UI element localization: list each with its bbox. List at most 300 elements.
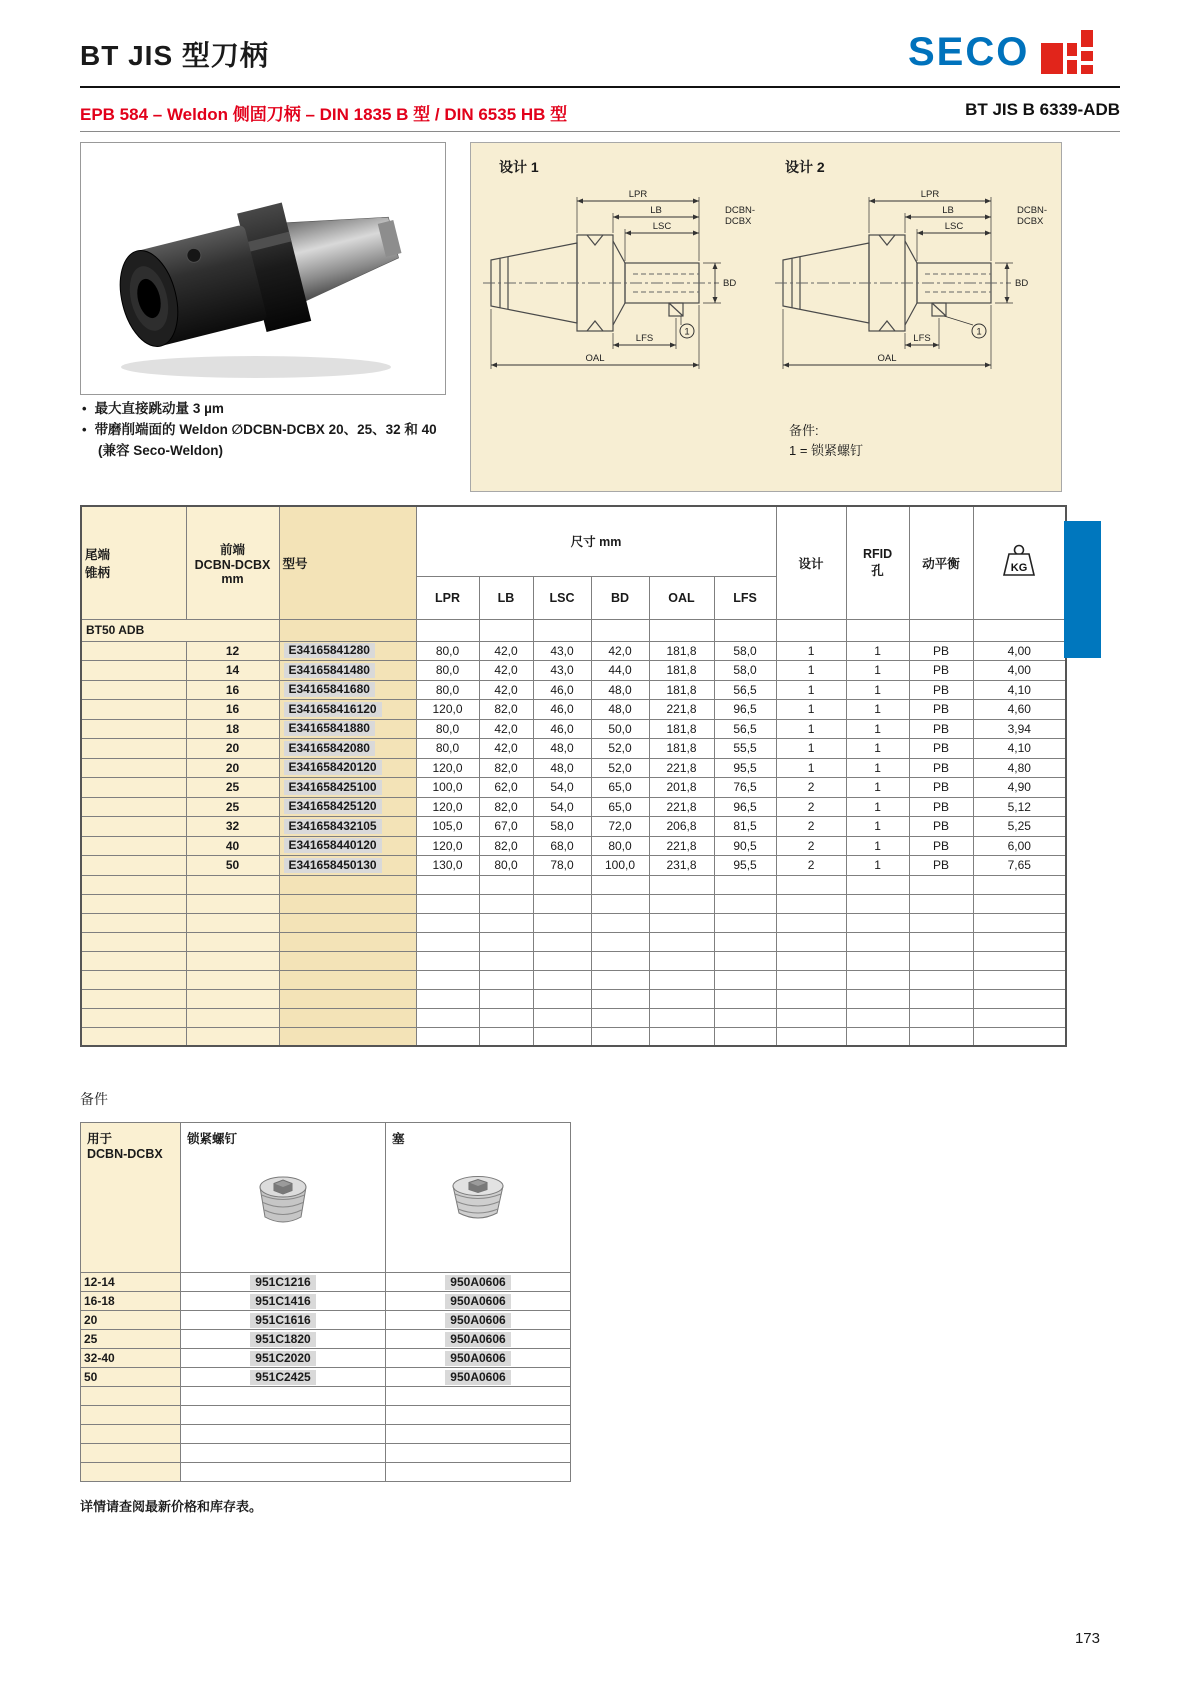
for-size-cell: 32-40 [81,1349,181,1368]
empty-row [81,1425,571,1444]
label: 锁紧螺钉 [187,1132,238,1146]
order-number: E341658432105 [284,819,382,834]
label: 前端 [219,542,245,557]
dim-cell: 181,8 [649,661,714,681]
balance-cell: PB [909,758,973,778]
empty-cell [714,970,776,989]
svg-text:DCBN-: DCBN- [725,205,756,216]
empty-cell [909,875,973,894]
col-header-front-diameter [186,506,279,619]
plug-number-cell [386,1292,571,1311]
front-size-cell [186,989,279,1008]
model-cell [279,661,416,681]
empty-cell [846,1008,909,1027]
accessories-heading: 备件 [80,1091,108,1107]
rfid-cell: 1 [846,700,909,720]
svg-text:LPR: LPR [628,189,648,200]
order-number: E34165841280 [284,643,375,658]
rfid-cell: 1 [846,758,909,778]
col-group-dimensions: 尺寸 mm [416,506,776,576]
balance-cell: PB [909,778,973,798]
dim-cell: 48,0 [533,739,591,759]
dim-cell: 42,0 [479,661,533,681]
front-size-cell: 16 [186,680,279,700]
dim-cell: 96,5 [714,797,776,817]
empty-cell [479,951,533,970]
empty-cell [479,970,533,989]
empty-cell [776,989,846,1008]
balance-cell: PB [909,700,973,720]
order-number: 951C1616 [250,1313,315,1328]
empty-cell [714,951,776,970]
empty-cell [973,932,1066,951]
dim-cell: 46,0 [533,680,591,700]
dim-cell: 46,0 [533,700,591,720]
note-weldon-compat-text: (兼容 Seco-Weldon) [98,443,224,458]
model-cell [279,680,416,700]
dim-cell: 80,0 [416,661,479,681]
dim-cell: 42,0 [479,641,533,661]
front-size-cell [186,932,279,951]
col-header-tail-taper [81,506,186,619]
dim-cell: 48,0 [591,700,649,720]
balance-cell: PB [909,856,973,876]
empty-cell [649,932,714,951]
seco-logo-text: SECO [908,30,1030,74]
dim-cell: 80,0 [416,739,479,759]
empty-row [81,913,1066,932]
front-size-cell: 25 [186,797,279,817]
col-header-lfs: LFS [714,576,776,619]
dim-cell: 42,0 [591,641,649,661]
empty-cell [386,1425,571,1444]
empty-cell [973,951,1066,970]
label: DCBN-DCBX [194,557,271,572]
dim-cell: 181,8 [649,641,714,661]
label: 塞 [392,1132,405,1146]
weight-cell: 4,80 [973,758,1066,778]
dim-cell: 58,0 [533,817,591,837]
col-header-rfid [846,506,909,619]
rfid-cell: 1 [846,817,909,837]
empty-cell [973,619,1066,641]
empty-cell [416,619,479,641]
dim-cell: 54,0 [533,778,591,798]
col-header-bd: BD [591,576,649,619]
svg-text:LB: LB [650,205,662,216]
model-cell [279,856,416,876]
empty-cell [973,989,1066,1008]
dim-cell: 120,0 [416,797,479,817]
empty-cell [846,875,909,894]
empty-cell [846,970,909,989]
front-size-cell [186,875,279,894]
front-size-cell: 16 [186,700,279,720]
dim-cell: 82,0 [479,836,533,856]
order-number: E34165841880 [284,721,375,736]
seco-logo [908,30,1093,74]
empty-cell [909,1008,973,1027]
tail-taper-cell [81,758,186,778]
dim-cell: 44,0 [591,661,649,681]
technical-drawing-panel [470,142,1062,492]
design1-label: 设计 1 [499,159,539,175]
svg-text:LB: LB [942,205,954,216]
empty-cell [909,989,973,1008]
empty-cell [649,1027,714,1046]
product-row [81,661,1066,681]
dim-cell: 130,0 [416,856,479,876]
order-number: 950A0606 [445,1313,510,1328]
screw-number-cell [181,1292,386,1311]
section-row [81,619,1066,641]
order-number: E341658416120 [284,702,382,717]
empty-row [81,1444,571,1463]
dim-cell: 206,8 [649,817,714,837]
empty-cell [909,1027,973,1046]
front-size-cell: 50 [186,856,279,876]
seco-logo-mark-icon [1041,30,1093,74]
dim-cell: 52,0 [591,739,649,759]
empty-cell [909,951,973,970]
tail-taper-cell [81,913,186,932]
empty-cell [533,875,591,894]
dim-cell: 56,5 [714,680,776,700]
for-size-cell [81,1444,181,1463]
model-cell [279,797,416,817]
accessories-header-row [81,1123,571,1273]
empty-cell [714,913,776,932]
empty-cell [591,970,649,989]
label: 孔 [871,563,884,578]
product-row [81,641,1066,661]
empty-row [81,1387,571,1406]
dim-cell: 55,5 [714,739,776,759]
order-number: E34165841680 [284,682,375,697]
svg-text:DCBX: DCBX [725,216,752,227]
rfid-cell: 1 [846,778,909,798]
product-row [81,817,1066,837]
empty-cell [591,1008,649,1027]
product-row [81,700,1066,720]
design2-drawing [769,183,1054,390]
balance-cell: PB [909,739,973,759]
dim-cell: 95,5 [714,856,776,876]
spare-note-title: 备件: [789,423,819,438]
col-header-weight [973,506,1066,619]
svg-text:1: 1 [684,326,690,338]
rfid-cell: 1 [846,856,909,876]
dim-cell: 43,0 [533,661,591,681]
empty-cell [591,894,649,913]
dim-cell: 78,0 [533,856,591,876]
dim-cell: 58,0 [714,661,776,681]
tail-taper-cell [81,817,186,837]
tail-taper-cell [81,680,186,700]
order-number: 951C2425 [250,1370,315,1385]
dim-cell: 221,8 [649,758,714,778]
note-runout-text: 最大直接跳动量 3 µm [94,401,224,416]
dim-cell: 82,0 [479,797,533,817]
screw-number-cell [181,1273,386,1292]
dim-cell: 181,8 [649,680,714,700]
tail-taper-cell [81,1008,186,1027]
model-cell [279,778,416,798]
product-photo [80,142,446,395]
weight-cell: 4,60 [973,700,1066,720]
plug-number-cell [386,1368,571,1387]
col-header-for [81,1123,181,1273]
svg-text:1: 1 [976,326,982,338]
weight-cell: 5,25 [973,817,1066,837]
tail-taper-cell [81,719,186,739]
empty-cell [649,913,714,932]
empty-cell [776,619,846,641]
dim-cell: 181,8 [649,719,714,739]
design-cell: 2 [776,836,846,856]
accessory-row [81,1349,571,1368]
dim-cell: 50,0 [591,719,649,739]
tail-taper-cell [81,856,186,876]
tail-taper-cell [81,700,186,720]
empty-cell [533,913,591,932]
dim-cell: 56,5 [714,719,776,739]
dim-cell: 95,5 [714,758,776,778]
order-number: 950A0606 [445,1294,510,1309]
col-header-lpr: LPR [416,576,479,619]
model-cell [279,913,416,932]
empty-cell [181,1406,386,1425]
dim-cell: 105,0 [416,817,479,837]
dim-cell: 54,0 [533,797,591,817]
balance-cell: PB [909,797,973,817]
front-size-cell: 14 [186,661,279,681]
model-cell [279,619,416,641]
empty-cell [846,913,909,932]
empty-cell [776,894,846,913]
empty-cell [591,1027,649,1046]
col-header-locking-screw [181,1123,386,1273]
empty-cell [591,875,649,894]
for-size-cell: 12-14 [81,1273,181,1292]
order-number: 950A0606 [445,1370,510,1385]
accessory-row [81,1330,571,1349]
model-cell [279,894,416,913]
empty-cell [416,1008,479,1027]
front-size-cell [186,894,279,913]
empty-cell [533,970,591,989]
empty-row [81,1463,571,1482]
dim-cell: 120,0 [416,836,479,856]
empty-cell [649,951,714,970]
front-size-cell: 18 [186,719,279,739]
order-number: E34165841480 [284,663,375,678]
tail-taper-cell [81,989,186,1008]
empty-cell [533,932,591,951]
model-cell [279,932,416,951]
for-size-cell: 16-18 [81,1292,181,1311]
rfid-cell: 1 [846,641,909,661]
label: DCBN-DCBX [87,1147,163,1161]
svg-text:LFS: LFS [635,333,654,344]
empty-cell [776,932,846,951]
rfid-cell: 1 [846,836,909,856]
accessory-row [81,1368,571,1387]
empty-cell [973,970,1066,989]
empty-row [81,932,1066,951]
design-cell: 2 [776,817,846,837]
dim-cell: 68,0 [533,836,591,856]
dim-cell: 67,0 [479,817,533,837]
order-number: 950A0606 [445,1351,510,1366]
empty-row [81,875,1066,894]
order-number: 950A0606 [445,1332,510,1347]
order-number: E341658450130 [284,858,382,873]
dim-cell: 43,0 [533,641,591,661]
empty-cell [649,875,714,894]
product-row [81,758,1066,778]
empty-cell [533,1008,591,1027]
empty-cell [909,619,973,641]
design-cell: 1 [776,641,846,661]
design2-label: 设计 2 [785,159,825,175]
dim-cell: 80,0 [591,836,649,856]
empty-cell [973,1027,1066,1046]
for-size-cell: 25 [81,1330,181,1349]
empty-row [81,894,1066,913]
product-row [81,719,1066,739]
screw-number-cell [181,1330,386,1349]
dim-cell: 62,0 [479,778,533,798]
order-number: 951C2020 [250,1351,315,1366]
empty-cell [649,619,714,641]
front-size-cell [186,1008,279,1027]
front-size-cell [186,1027,279,1046]
empty-cell [416,913,479,932]
empty-cell [479,894,533,913]
bullet-icon: • [82,422,87,437]
model-cell [279,989,416,1008]
design-cell: 1 [776,719,846,739]
empty-cell [846,989,909,1008]
tail-taper-cell [81,1027,186,1046]
front-size-cell [186,970,279,989]
col-header-balance: 动平衡 [909,506,973,619]
product-row [81,778,1066,798]
label: 尾端 [85,547,111,562]
plug-image-wrap [392,1173,564,1228]
empty-cell [591,951,649,970]
rfid-cell: 1 [846,661,909,681]
page-number: 173 [1074,1630,1100,1647]
tail-taper-cell [81,641,186,661]
empty-cell [973,1008,1066,1027]
empty-cell [591,932,649,951]
design-cell: 1 [776,739,846,759]
accessory-row [81,1311,571,1330]
label: 用于 [87,1132,113,1146]
tail-taper-cell [81,739,186,759]
model-cell [279,641,416,661]
order-number: 950A0606 [445,1275,510,1290]
empty-row [81,1008,1066,1027]
spare-parts-note [789,421,863,461]
dim-cell: 80,0 [416,719,479,739]
empty-cell [533,989,591,1008]
accessories-table [80,1122,571,1482]
tail-taper-cell [81,951,186,970]
accessory-row [81,1273,571,1292]
empty-cell [714,619,776,641]
empty-row [81,970,1066,989]
label: RFID [862,546,893,561]
weight-cell: 6,00 [973,836,1066,856]
tail-taper-cell [81,797,186,817]
product-row [81,680,1066,700]
for-size-cell [81,1463,181,1482]
order-number: 951C1216 [250,1275,315,1290]
empty-cell [479,989,533,1008]
dimension-table [80,505,1067,1047]
note-weldon [82,419,437,440]
weight-icon [1000,544,1038,578]
col-header-design: 设计 [776,506,846,619]
label: 锥柄 [85,565,111,580]
empty-cell [714,1027,776,1046]
dim-cell: 42,0 [479,739,533,759]
dim-cell: 90,5 [714,836,776,856]
product-photo-image [81,143,445,394]
dim-cell: 80,0 [479,856,533,876]
empty-cell [973,894,1066,913]
weight-cell: 4,10 [973,739,1066,759]
dim-cell: 46,0 [533,719,591,739]
empty-cell [714,875,776,894]
model-cell [279,836,416,856]
dim-cell: 96,5 [714,700,776,720]
empty-cell [591,913,649,932]
dim-cell: 120,0 [416,758,479,778]
footer-note: 详情请查阅最新价格和库存表。 [80,1499,263,1514]
empty-cell [416,951,479,970]
empty-cell [846,894,909,913]
dim-cell: 221,8 [649,700,714,720]
empty-row [81,1027,1066,1046]
design-cell: 1 [776,758,846,778]
empty-cell [533,1027,591,1046]
page-title: BT JIS 型刀柄 [80,40,269,71]
dim-cell: 221,8 [649,836,714,856]
empty-cell [714,894,776,913]
empty-cell [416,932,479,951]
empty-cell [909,894,973,913]
dim-cell: 48,0 [591,680,649,700]
empty-cell [181,1444,386,1463]
dim-cell: 80,0 [416,641,479,661]
tail-taper-cell [81,875,186,894]
empty-cell [479,1008,533,1027]
balance-cell: PB [909,836,973,856]
tail-taper-cell [81,778,186,798]
empty-cell [909,970,973,989]
svg-text:BD: BD [723,278,737,289]
note-weldon-compat [82,440,437,461]
tail-taper-cell [81,661,186,681]
empty-cell [181,1387,386,1406]
design-cell: 1 [776,700,846,720]
svg-text:OAL: OAL [877,353,897,364]
bullet-icon: • [82,401,87,416]
